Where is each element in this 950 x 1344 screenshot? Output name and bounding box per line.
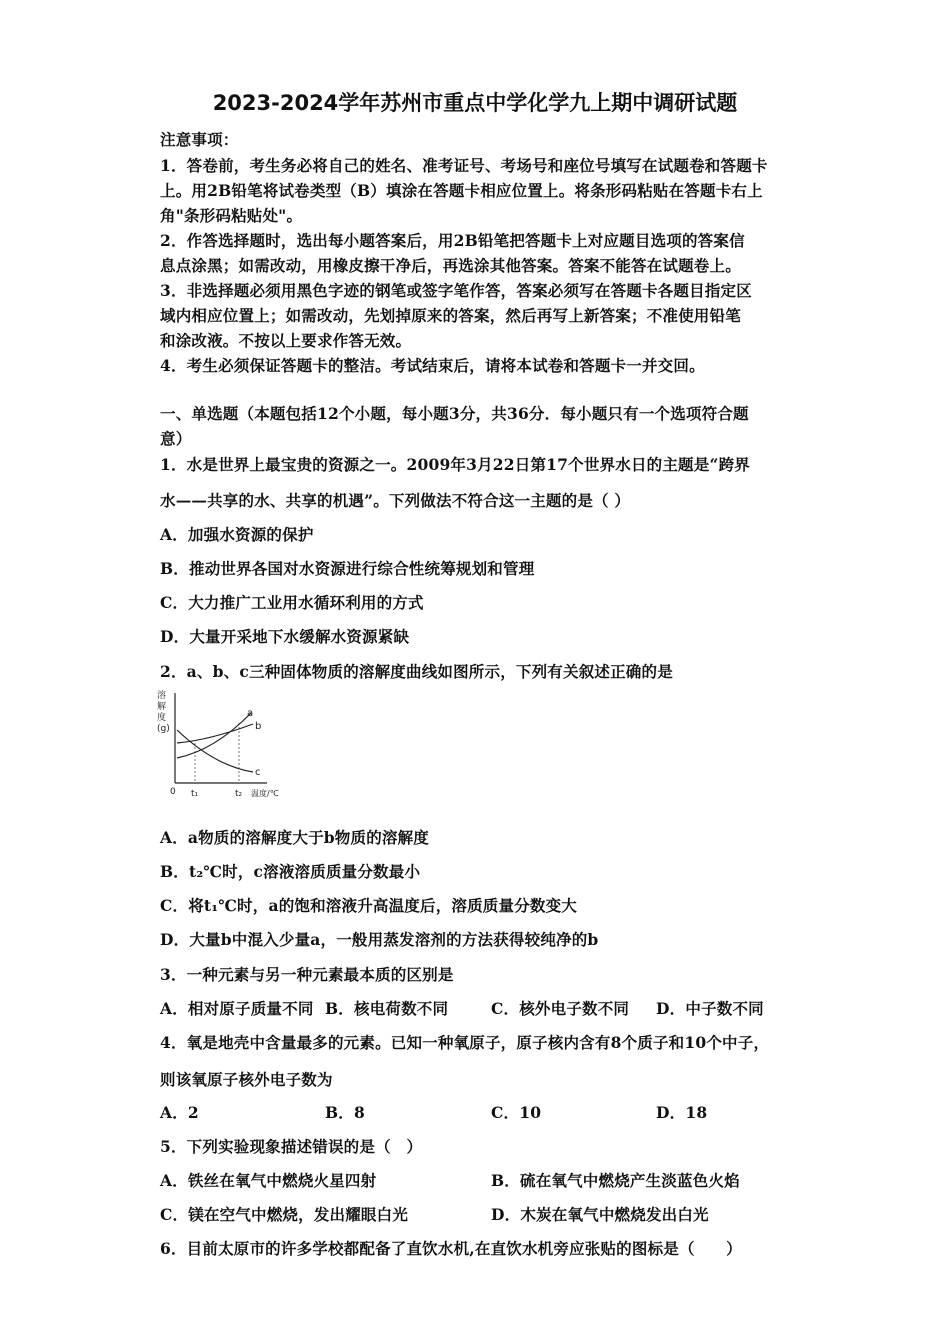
x-tick-t1: t₁ — [191, 789, 199, 799]
notice-line: 1．答卷前，考生务必将自己的姓名、准考证号、考场号和座位号填写在试题卷和答题卡 — [160, 156, 768, 175]
q3-option-d: D．中子数不同 — [656, 999, 764, 1018]
q1-stem-cont: 水——共享的水、共享的机遇”。下列做法不符合这一主题的是（ ） — [160, 491, 631, 510]
y-axis-label-char: 度 — [157, 713, 167, 723]
q4-stem-cont: 则该氧原子核外电子数为 — [160, 1070, 333, 1089]
q3-option-b: B．核电荷数不同 — [325, 999, 449, 1018]
notice-line: 3．非选择题必须用黑色字迹的钢笔或签字笔作答，答案必须写在答题卡各题目指定区 — [160, 281, 752, 300]
section-heading: 一、单选题（本题包括12个小题，每小题3分，共36分．每小题只有一个选项符合题 — [160, 404, 749, 423]
curve-a-label: a — [247, 708, 254, 719]
q3-option-a: A．相对原子质量不同 — [160, 999, 314, 1018]
q5-option-c: C．镁在空气中燃烧，发出耀眼白光 — [160, 1205, 409, 1224]
curve-c-label: c — [255, 767, 261, 778]
q1-option-b: B．推动世界各国对水资源进行综合性统筹规划和管理 — [160, 559, 535, 578]
y-axis-label-char: 溶 — [157, 691, 167, 701]
q1-option-a: A．加强水资源的保护 — [160, 525, 314, 544]
q4-option-c: C．10 — [491, 1103, 542, 1122]
notice-heading: 注意事项： — [160, 130, 239, 149]
q3-option-c: C．核外电子数不同 — [491, 999, 630, 1018]
notice-line: 上。用2B铅笔将试卷类型（B）填涂在答题卡相应位置上。将条形码粘贴在答题卡右上 — [160, 181, 763, 200]
q2-stem: 2．a、b、c三种固体物质的溶解度曲线如图所示，下列有关叙述正确的是 — [160, 662, 673, 681]
q1-option-d: D．大量开采地下水缓解水资源紧缺 — [160, 627, 410, 646]
q5-stem: 5．下列实验现象描述错误的是（ ） — [160, 1137, 423, 1156]
notice-line: 2．作答选择题时，选出每小题答案后，用2B铅笔把答题卡上对应题目选项的答案信 — [160, 231, 745, 250]
q1-option-c: C．大力推广工业用水循环利用的方式 — [160, 593, 424, 612]
q5-option-b: B．硫在氧气中燃烧产生淡蓝色火焰 — [491, 1171, 740, 1190]
q2-option-b: B．t₂℃时，c溶液溶质质量分数最小 — [160, 862, 421, 881]
solubility-curve-chart — [155, 688, 305, 806]
q4-stem: 4．氧是地壳中含量最多的元素。已知一种氧原子，原子核内含有8个质子和10个中子， — [160, 1033, 770, 1052]
q5-option-d: D．木炭在氧气中燃烧发出白光 — [491, 1205, 709, 1224]
section-heading-cont: 意） — [160, 429, 192, 448]
notice-line: 域内相应位置上；如需改动，先划掉原来的答案，然后再写上新答案；不准使用铅笔 — [160, 306, 741, 325]
page-title: 2023-2024学年苏州市重点中学化学九上期中调研试题 — [212, 91, 738, 115]
notice-line: 和涂改液。不按以上要求作答无效。 — [160, 331, 412, 350]
notice-line: 息点涂黑；如需改动，用橡皮擦干净后，再选涂其他答案。答案不能答在试题卷上。 — [160, 256, 741, 275]
origin-label: 0 — [170, 787, 176, 797]
curve-b-label: b — [255, 721, 262, 732]
y-axis-label-char: 解 — [157, 702, 167, 712]
q4-option-d: D．18 — [656, 1103, 708, 1122]
q4-option-a: A．2 — [160, 1103, 199, 1122]
q5-option-a: A．铁丝在氧气中燃烧火星四射 — [160, 1171, 377, 1190]
curve-a — [177, 713, 251, 758]
notice-line: 角"条形码粘贴处"。 — [160, 206, 303, 225]
q1-stem: 1．水是世界上最宝贵的资源之一。2009年3月22日第17个世界水日的主题是“跨界 — [160, 455, 750, 474]
y-axis-label — [157, 689, 170, 734]
notice-line: 4．考生必须保证答题卡的整洁。考试结束后，请将本试卷和答题卡一并交回。 — [160, 356, 705, 375]
y-axis-label-char: (g) — [157, 724, 170, 734]
q6-stem: 6．目前太原市的许多学校都配备了直饮水机,在直饮水机旁应张贴的图标是（ ） — [160, 1239, 742, 1258]
x-tick-t2: t₂ — [235, 789, 243, 799]
x-axis-label: 温度/℃ — [251, 789, 279, 798]
q4-option-b: B．8 — [325, 1103, 365, 1122]
q2-option-c: C．将t₁℃时，a的饱和溶液升高温度后，溶质质量分数变大 — [160, 896, 578, 915]
q2-option-a: A．a物质的溶解度大于b物质的溶解度 — [160, 828, 430, 847]
q3-stem: 3．一种元素与另一种元素最本质的区别是 — [160, 965, 454, 984]
q2-option-d: D．大量b中混入少量a，一般用蒸发溶剂的方法获得较纯净的b — [160, 930, 599, 949]
